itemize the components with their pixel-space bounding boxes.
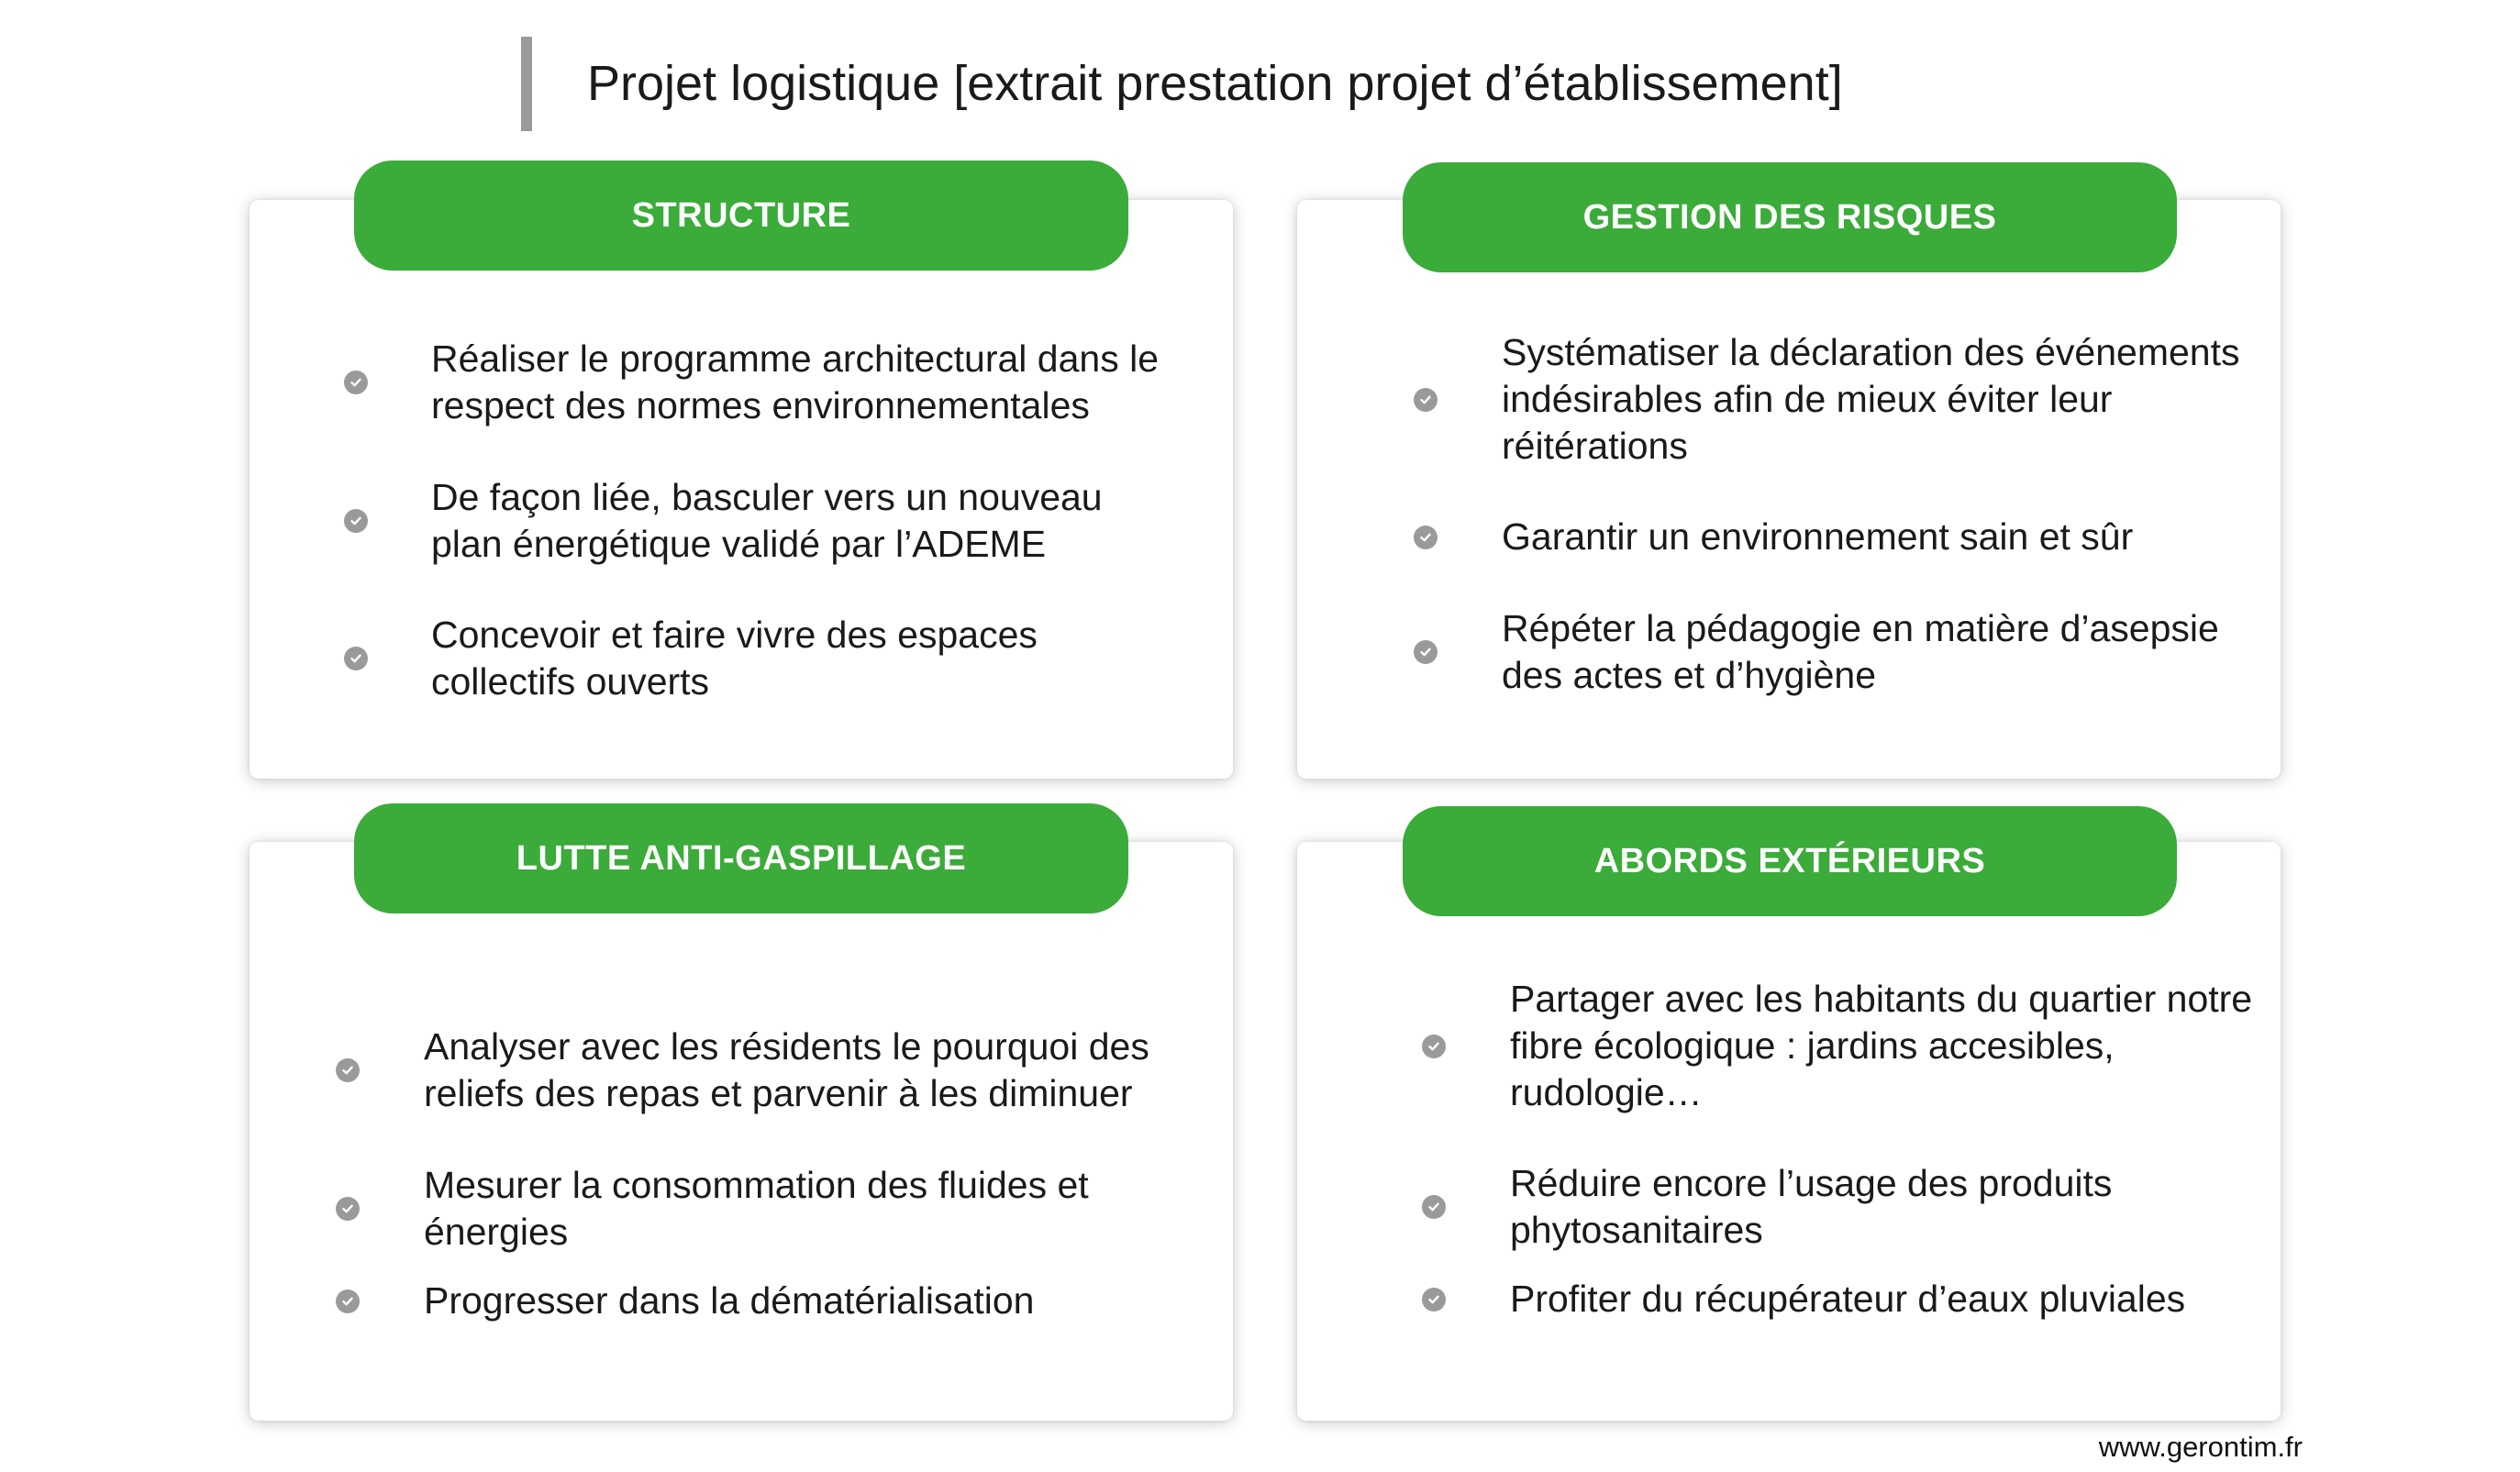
list-item — [1422, 1160, 2207, 1254]
check-circle-icon — [1422, 1288, 1446, 1312]
list-item — [336, 1278, 1176, 1324]
list-item — [336, 1162, 1121, 1256]
list-item — [336, 1024, 1176, 1117]
card-header-structure: STRUCTURE — [354, 160, 1128, 271]
card-lutte-anti-gaspillage — [250, 842, 1233, 1421]
page-title: Projet logistique [extrait prestation projet d’établissement] — [587, 56, 1843, 111]
list-item — [1422, 976, 2271, 1116]
check-circle-icon — [1414, 640, 1438, 664]
list-item-text: Mesurer la consommation des fluides et énergies — [424, 1164, 1089, 1253]
list-item-text: Réduire encore l’usage des produits phytosanitaires — [1510, 1162, 2113, 1251]
list-item-text: Réaliser le programme architectural dans le respect des normes environnementales — [431, 338, 1160, 426]
card-header-gestion-des-risques: GESTION DES RISQUES — [1403, 162, 2177, 272]
check-circle-icon — [1422, 1195, 1446, 1219]
check-circle-icon — [336, 1197, 360, 1221]
check-circle-icon — [336, 1289, 360, 1313]
list-item-text: Concevoir et faire vivre des espaces collectifs ouverts — [431, 614, 1038, 703]
check-circle-icon — [1414, 526, 1438, 549]
list-item — [1414, 329, 2263, 470]
check-circle-icon — [1414, 388, 1438, 412]
list-item-text: Garantir un environnement sain et sûr — [1502, 515, 2134, 558]
list-item — [344, 336, 1165, 429]
card-header-abords-exterieurs: ABORDS EXTÉRIEURS — [1403, 806, 2177, 916]
list-item-text: Répéter la pédagogie en matière d’asepsie des actes et d’hygiène — [1502, 607, 2219, 696]
list-item-text: Systématiser la déclaration des événements indésirables afin de mieux éviter leur réitérations — [1502, 331, 2240, 467]
title-accent-bar — [521, 37, 532, 131]
list-item — [1414, 605, 2263, 699]
list-item-text: Partager avec les habitants du quartier notre fibre écologique : jardins accesibles, rudologie… — [1510, 978, 2253, 1113]
card-header-lutte-anti-gaspillage: LUTTE ANTI-GASPILLAGE — [354, 803, 1128, 913]
list-item-text: Profiter du récupérateur d’eaux pluviales — [1510, 1278, 2186, 1320]
check-circle-icon — [344, 647, 368, 670]
list-item — [344, 474, 1147, 568]
list-item — [1414, 514, 2263, 560]
list-item-text: Analyser avec les résidents le pourquoi des reliefs des repas et parvenir à les diminuer — [424, 1025, 1149, 1114]
list-item-text: De façon liée, basculer vers un nouveau plan énergétique validé par l’ADEME — [431, 476, 1103, 565]
list-item-text: Progresser dans la dématérialisation — [424, 1279, 1035, 1322]
card-abords-exterieurs — [1297, 842, 2281, 1421]
check-circle-icon — [344, 509, 368, 533]
check-circle-icon — [1422, 1035, 1446, 1058]
footer-url: www.gerontim.fr — [2098, 1431, 2303, 1463]
list-item — [344, 612, 1110, 705]
check-circle-icon — [336, 1058, 360, 1082]
list-item — [1422, 1276, 2271, 1323]
check-circle-icon — [344, 371, 368, 394]
